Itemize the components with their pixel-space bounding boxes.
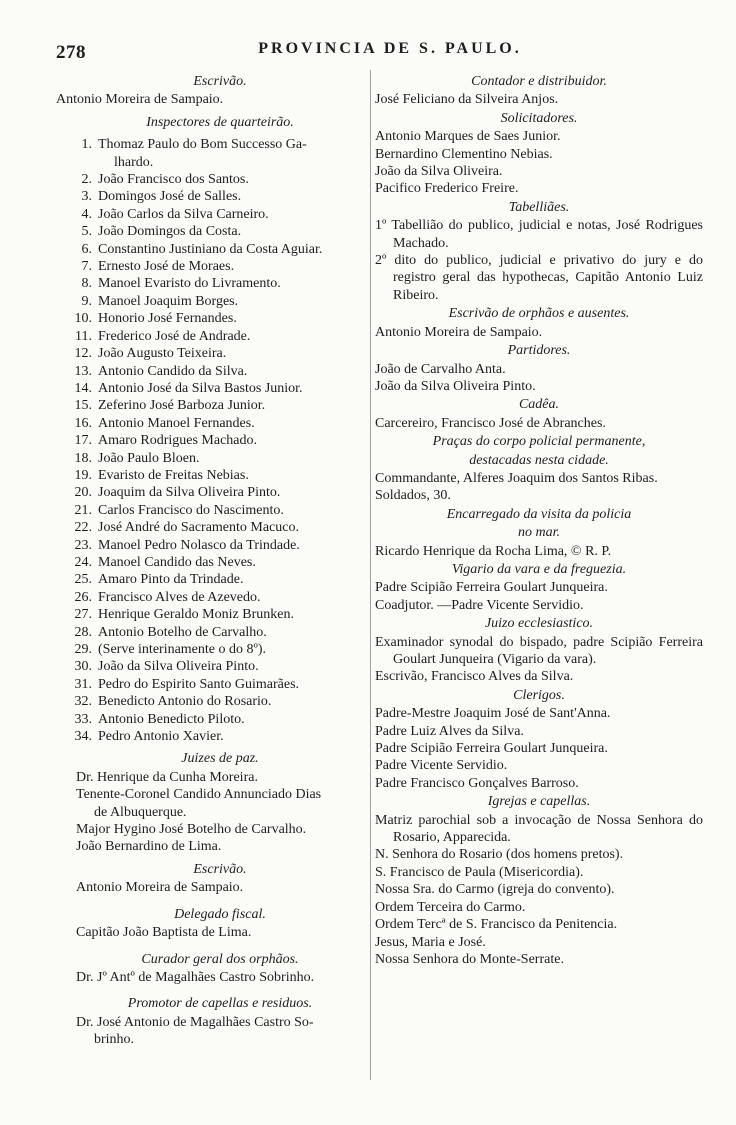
inspector-name: Joaquim da Silva Oliveira Pinto. (98, 485, 281, 501)
juizes-list (56, 769, 384, 856)
inspector-name: Manoel Joaquim Borges. (98, 293, 239, 309)
inspector-item (56, 484, 384, 501)
inspector-number: 12. (74, 346, 92, 362)
contador-name: José Feliciano da Silveira Anjos. (375, 92, 559, 108)
inspector-name: Antonio Botelho de Carvalho. (98, 624, 267, 640)
page-number: 278 (56, 42, 86, 63)
delegado-name: Capitão João Baptista de Lima. (76, 925, 252, 941)
inspector-item (56, 310, 384, 327)
list-item: Bernardino Clementino Nebias. (375, 146, 553, 162)
inspector-number: 7. (81, 259, 92, 275)
inspector-number: 2. (81, 172, 92, 188)
inspector-name: (Serve interinamente o do 8º). (98, 642, 267, 657)
curador-name: Dr. Jº Antº de Magalhães Castro Sobrinho. (76, 969, 315, 985)
inspector-name: Antonio José da Silva Bastos Junior. (98, 380, 303, 396)
inspector-item (56, 188, 384, 205)
list-item: Ordem Terceira do Carmo. (375, 899, 526, 915)
section-heading-tabelliaes: Tabelliães. (508, 199, 570, 215)
list-item: Nossa Sra. do Carmo (igreja do convento). (375, 882, 615, 898)
inspector-number: 11. (75, 328, 92, 344)
inspector-number: 23. (74, 537, 92, 553)
escrivao-name: Antonio Moreira de Sampaio. (56, 92, 224, 108)
inspector-item (56, 693, 384, 710)
inspector-number: 34. (74, 729, 92, 745)
inspector-item (56, 450, 384, 467)
inspector-item (56, 363, 384, 380)
promotor-name-cont: brinho. (94, 1032, 135, 1048)
section-heading-encarregado: Encarregado da visita da policia (446, 506, 632, 522)
promotor-name: Dr. José Antonio de Magalhães Castro So- (76, 1014, 314, 1030)
inspector-item (56, 641, 384, 658)
inspector-item (56, 345, 384, 362)
inspector-number: 32. (74, 694, 92, 710)
list-item: Dr. Henrique da Cunha Moreira. (76, 769, 258, 785)
list-item: Padre Vicente Servidio. (375, 758, 508, 774)
inspector-number: 31. (74, 676, 92, 692)
section-heading-inspectores: Inspectores de quarteirão. (146, 114, 294, 130)
inspector-item (56, 711, 384, 728)
section-heading-juizes: Juizes de paz. (181, 751, 259, 767)
inspector-item (56, 537, 384, 554)
inspector-number: 19. (74, 467, 92, 483)
inspector-number: 30. (74, 659, 92, 675)
inspector-name: Domingos José de Salles. (98, 189, 242, 205)
inspector-name: Honorio José Fernandes. (98, 311, 237, 327)
list-item: Padre Luiz Alves da Silva. (375, 723, 524, 739)
inspector-item (56, 415, 384, 432)
list-item: Pacifico Frederico Freire. (375, 181, 519, 197)
inspector-name: Pedro do Espirito Santo Guimarães. (98, 676, 300, 692)
list-item: Tenente-Coronel Candido Annunciado Dias (76, 787, 322, 803)
section-heading-delegado: Delegado fiscal. (174, 906, 266, 922)
inspector-name: João Francisco dos Santos. (98, 172, 249, 188)
section-heading-igrejas: Igrejas e capellas. (487, 794, 591, 810)
inspector-name: Manoel Evaristo do Livramento. (98, 276, 281, 292)
inspector-name: João da Silva Oliveira Pinto. (98, 659, 259, 675)
inspector-number: 8. (81, 276, 92, 292)
inspector-name: Antonio Manoel Fernandes. (98, 415, 255, 431)
inspector-name: José André do Sacramento Macuco. (98, 520, 299, 536)
inspector-number (56, 154, 98, 171)
inspector-name: Amaro Pinto da Trindade. (98, 572, 244, 588)
escrivao-orphaos-name: Antonio Moreira de Sampaio. (375, 324, 543, 340)
list-item: João de Carvalho Anta. (375, 361, 506, 377)
inspectores-list (56, 136, 384, 745)
section-heading-escrivao-orphaos: Escrivão de orphãos e ausentes. (448, 306, 630, 322)
inspector-number: 1. (81, 137, 92, 153)
inspector-item (56, 658, 384, 675)
list-item: de Albuquerque. (94, 804, 187, 820)
inspector-name: Antonio Benedicto Piloto. (98, 711, 245, 727)
section-heading-escrivao-2: Escrivão. (193, 861, 247, 877)
inspector-number: 25. (74, 572, 92, 588)
inspector-number: 20. (74, 485, 92, 501)
inspector-name: Henrique Geraldo Moniz Brunken. (98, 607, 294, 623)
list-item: João da Silva Oliveira. (375, 164, 503, 180)
inspector-item (56, 241, 384, 258)
list-item: Padre Francisco Gonçalves Barroso. (375, 775, 579, 791)
inspector-name: João Augusto Teixeira. (98, 346, 227, 362)
inspector-item (56, 258, 384, 275)
list-item: Padre-Mestre Joaquim José de Sant'Anna. (375, 706, 611, 722)
inspector-number: 3. (81, 189, 92, 205)
section-heading-encarregado-cont: no mar. (517, 525, 560, 541)
inspector-item (56, 728, 384, 745)
inspector-number: 28. (74, 624, 92, 640)
inspector-number: 6. (81, 241, 92, 257)
list-item: 1º Tabellião do publico, judicial e notas, José Rodrigues Machado. (375, 218, 703, 251)
inspector-name: Carlos Francisco do Nascimento. (98, 502, 284, 518)
inspector-item (56, 171, 384, 188)
section-heading-curador: Curador geral dos orphãos. (141, 951, 299, 967)
inspector-number: 13. (74, 363, 92, 379)
inspector-item (56, 432, 384, 449)
section-heading-partidores: Partidores. (507, 343, 571, 359)
inspector-name: Evaristo de Freitas Nebias. (98, 467, 249, 483)
inspector-name: Antonio Candido da Silva. (98, 363, 248, 379)
section-heading-solicitadores: Solicitadores. (500, 110, 578, 126)
section-heading-promotor: Promotor de capellas e residuos. (127, 996, 313, 1012)
inspector-number: 24. (74, 554, 92, 570)
inspector-name: Constantino Justiniano da Costa Aguiar. (98, 241, 323, 257)
right-column (375, 72, 703, 968)
coadjutor-text: Coadjutor. —Padre Vicente Servidio. (375, 597, 584, 613)
inspector-item (56, 206, 384, 223)
list-item: Matriz parochial sob a invocação de Nossa Senhora do Rosario, Apparecida. (375, 812, 703, 846)
inspector-number: 26. (74, 589, 92, 605)
juizo-escrivao: Escrivão, Francisco Alves da Silva. (375, 669, 574, 685)
inspector-number: 5. (81, 224, 92, 240)
juizo-examinador: Examinador synodal do bispado, padre Scipião Ferreira Goulart Junqueira (Vigario da vara). (375, 634, 703, 667)
inspector-item (56, 606, 384, 623)
inspector-name: Frederico José de Andrade. (98, 328, 251, 344)
inspector-name: Zeferino José Barboza Junior. (98, 398, 266, 414)
section-heading-cadea: Cadêa. (518, 397, 560, 413)
section-heading-vigario: Vigario da vara e da freguezia. (451, 561, 627, 577)
pracas-soldados: Soldados, 30. (375, 488, 451, 504)
list-item: Antonio Marques de Saes Junior. (375, 129, 561, 145)
inspector-name: Amaro Rodrigues Machado. (98, 433, 258, 449)
list-item: João Bernardino de Lima. (76, 839, 222, 855)
list-item: Nossa Senhora do Monte-Serrate. (375, 951, 564, 967)
inspector-item (56, 519, 384, 536)
inspector-number: 21. (74, 502, 92, 518)
inspector-number: 33. (74, 711, 92, 727)
inspector-name: João Domingos da Costa. (98, 224, 242, 240)
inspector-name: Thomaz Paulo do Bom Successo Ga- (98, 137, 307, 153)
section-heading-pracas: Praças do corpo policial permanente, (432, 434, 646, 450)
inspector-item (56, 502, 384, 519)
list-item: Major Hygino José Botelho de Carvalho. (76, 822, 307, 838)
section-heading-pracas-cont: destacadas nesta cidade. (469, 452, 609, 468)
inspector-name: Manoel Pedro Nolasco da Trindade. (98, 537, 300, 553)
inspector-number: 4. (81, 206, 92, 222)
inspector-item (56, 624, 384, 641)
left-column (56, 72, 384, 1049)
inspector-number: 18. (74, 450, 92, 466)
list-item: Ordem Tercª de S. Francisco da Penitencia. (375, 917, 618, 933)
inspector-name: Ernesto José de Moraes. (98, 259, 235, 275)
inspector-item (56, 275, 384, 292)
inspector-number: 27. (74, 607, 92, 623)
section-heading-contador: Contador e distribuidor. (471, 74, 607, 89)
inspector-item (56, 467, 384, 484)
vigario-text: Padre Scipião Ferreira Goulart Junqueira. (375, 580, 608, 596)
inspector-item (56, 136, 384, 153)
inspector-number: 16. (74, 415, 92, 431)
inspector-name: Manoel Candido das Neves. (98, 554, 256, 570)
list-item: N. Senhora do Rosario (dos homens pretos). (375, 847, 624, 863)
inspector-item (56, 223, 384, 240)
inspector-number: 9. (81, 293, 92, 309)
inspector-item (56, 154, 384, 171)
inspector-number: 10. (74, 311, 92, 327)
inspector-item (56, 293, 384, 310)
inspector-name: João Carlos da Silva Carneiro. (98, 206, 269, 222)
inspector-item (56, 571, 384, 588)
inspector-number: 15. (74, 398, 92, 414)
escrivao-2-name: Antonio Moreira de Sampaio. (76, 880, 244, 896)
list-item: Padre Scipião Ferreira Goulart Junqueira. (375, 741, 608, 757)
inspector-item (56, 380, 384, 397)
page-title: PROVINCIA DE S. PAULO. (258, 40, 522, 57)
list-item: Jesus, Maria e José. (375, 934, 486, 950)
inspector-name: Francisco Alves de Azevedo. (98, 589, 261, 605)
inspector-name: Benedicto Antonio do Rosario. (98, 694, 272, 710)
list-item: 2º dito do publico, judicial e privativo do jury e do registro geral das hypothecas, Capitão Antonio Luiz Ribeiro. (375, 253, 703, 303)
section-heading-clerigos: Clerigos. (513, 687, 565, 703)
list-item: S. Francisco de Paula (Misericordia). (375, 864, 584, 880)
inspector-number: 29. (74, 642, 92, 657)
inspector-item (56, 397, 384, 414)
pracas-commandante: Commandante, Alferes Joaquim dos Santos Ribas. (375, 470, 658, 486)
list-item: João da Silva Oliveira Pinto. (375, 378, 536, 394)
section-heading-juizo: Juizo ecclesiastico. (484, 616, 594, 632)
inspector-name: lhardo. (114, 154, 154, 170)
inspector-item (56, 676, 384, 693)
encarregado-text: Ricardo Henrique da Rocha Lima, © R. P. (375, 543, 612, 559)
inspector-item (56, 554, 384, 571)
inspector-name: João Paulo Bloen. (98, 450, 200, 466)
inspector-number: 22. (74, 520, 92, 536)
inspector-item (56, 328, 384, 345)
inspector-number: 14. (74, 380, 92, 396)
cadea-text: Carcereiro, Francisco José de Abranches. (375, 415, 606, 431)
inspector-item (56, 589, 384, 606)
inspector-number: 17. (74, 433, 92, 449)
inspector-name: Pedro Antonio Xavier. (98, 729, 224, 745)
section-heading-escrivao: Escrivão. (193, 74, 247, 89)
